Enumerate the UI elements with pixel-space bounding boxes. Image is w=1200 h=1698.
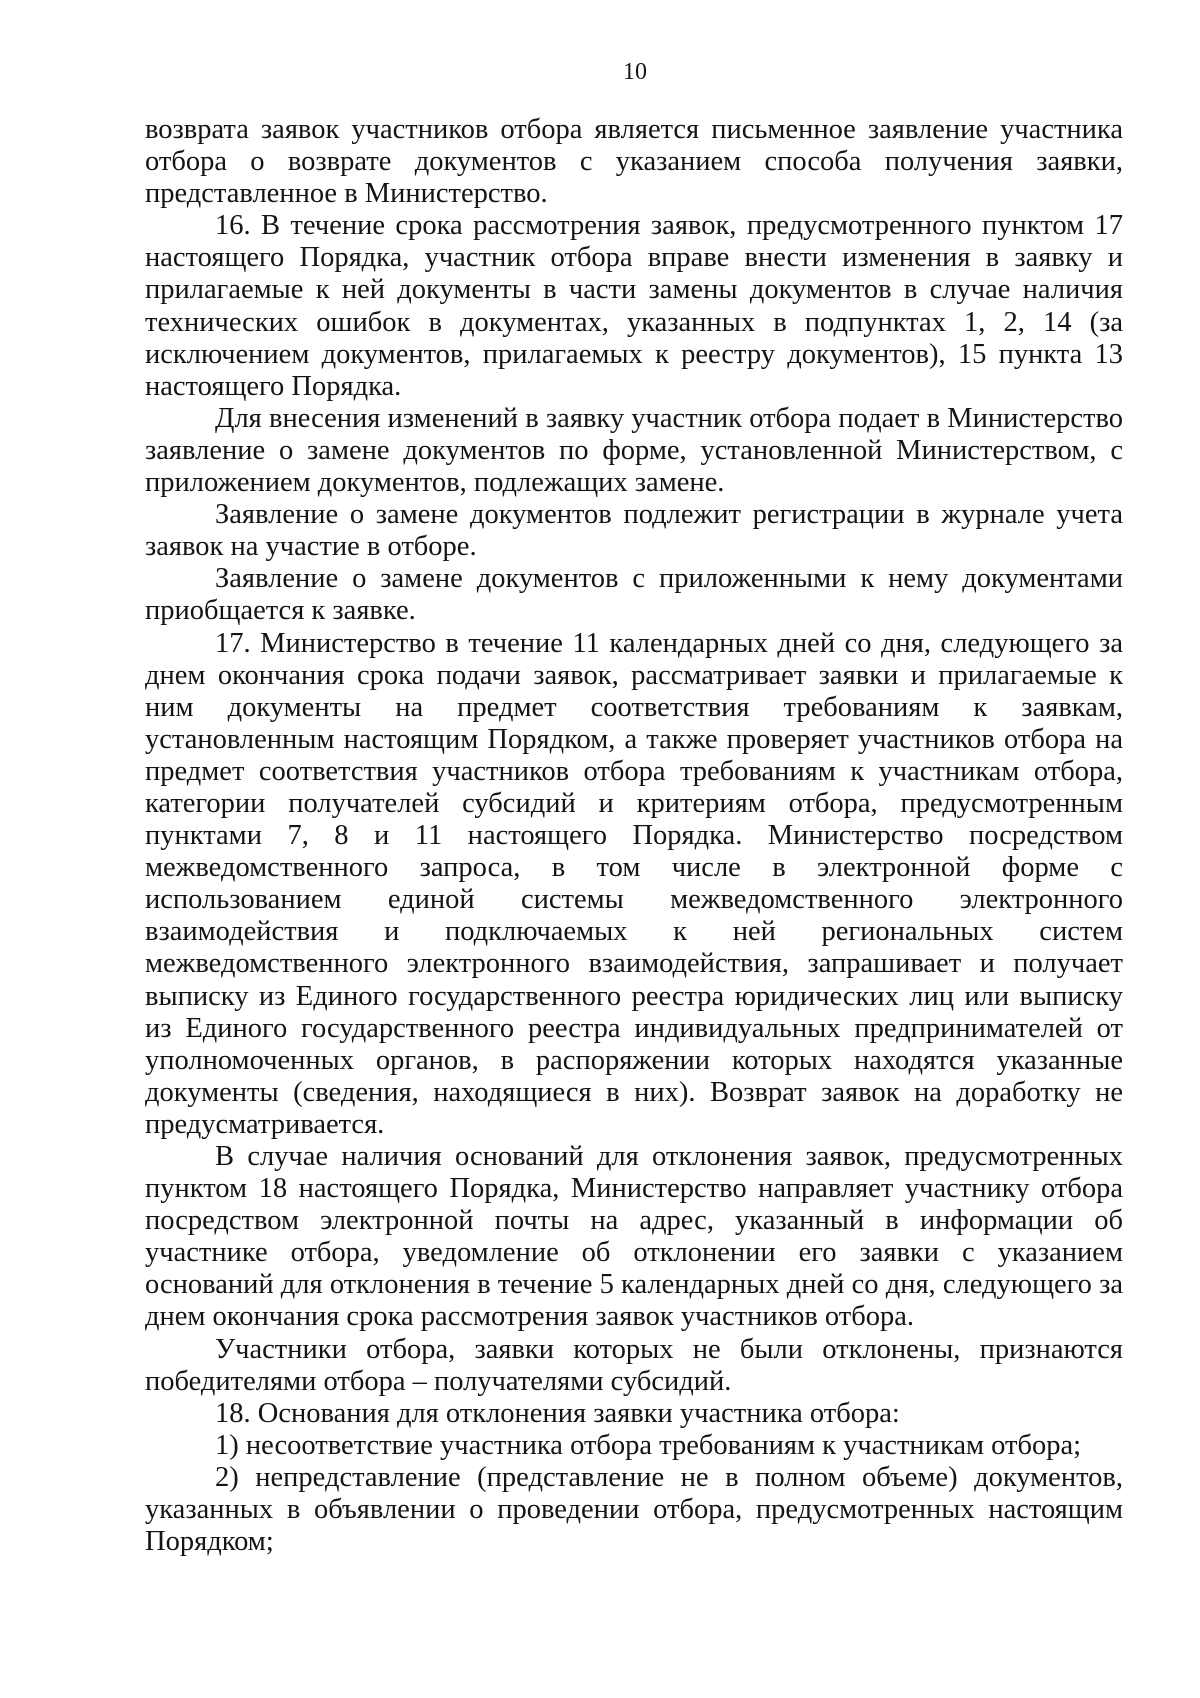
paragraph-17-review-of-applications: 17. Министерство в течение 11 календарных дней со дня, следующего за днем окончания срока подачи заявок, рассматривает заявки и прилагаемые к ним документы на предмет соответствия требованиям к заявкам, установленным настоящим Порядком, а также проверяет участников отбора на предмет соответствия участников отбора требованиям к участникам отбора, категории получателей субсидий и критериям отбора, предусмотренным пунктами 7, 8 и 11 настоящего Порядка. Министерство посредством межведомственного запроса, в том числе в электронной форме с использованием единой системы межведомственного электронного взаимодействия и подключаемых к ней региональных систем межведомственного электронного взаимодействия, запрашивает и получает выписку из Единого государственного реестра юридических лиц или выписку из Единого государственного реестра индивидуальных предпринимателей от уполномоченных органов, в распоряжении которых находятся указанные документы (сведения, находящиеся в них). Возврат заявок на доработку не предусматривается. [145,627,1123,1140]
list-item-ground-2: 2) непредставление (представление не в полном объеме) документов, указанных в объявлении о проведении отбора, предусмотренных настоящим Порядком; [145,1461,1123,1558]
document-body [145,114,1123,1558]
paragraph-registration-of-statement: Заявление о замене документов подлежит регистрации в журнале учета заявок на участие в отборе. [145,499,1123,563]
paragraph-statement-attached: Заявление о замене документов с приложенными к нему документами приобщается к заявке. [145,563,1123,627]
list-item-ground-1: 1) несоответствие участника отбора требованиям к участникам отбора; [215,1429,1082,1461]
paragraph-submitting-changes: Для внесения изменений в заявку участник отбора подает в Министерство заявление о замене документов по форме, установленной Министерством, с приложением документов, подлежащих замене. [145,402,1123,499]
paragraph-18-grounds-for-rejection: 18. Основания для отклонения заявки участника отбора: [215,1397,900,1429]
page-number: 10 [623,59,647,85]
paragraph-return-of-applications: возврата заявок участников отбора является письменное заявление участника отбора о возврате документов с указанием способа получения заявки, представленное в Министерство. [145,114,1123,210]
paragraph-16-changes-to-application: 16. В течение срока рассмотрения заявок, предусмотренного пунктом 17 настоящего Порядка, участник отбора вправе внести изменения в заявку и прилагаемые к ней документы в части замены документов в случае наличия технических ошибок в документах, указанных в подпунктах 1, 2, 14 (за исключением документов, прилагаемых к реестру документов), 15 пункта 13 настоящего Порядка. [145,210,1123,402]
paragraph-winners: Участники отбора, заявки которых не были отклонены, признаются победителями отбора – получателями субсидий. [145,1333,1123,1397]
paragraph-rejection-notification: В случае наличия оснований для отклонения заявок, предусмотренных пунктом 18 настоящего Порядка, Министерство направляет участнику отбора посредством электронной почты на адрес, указанный в информации об участнике отбора, уведомление об отклонении его заявки с указанием оснований для отклонения в течение 5 календарных дней со дня, следующего за днем окончания срока рассмотрения заявок участников отбора. [145,1141,1123,1333]
